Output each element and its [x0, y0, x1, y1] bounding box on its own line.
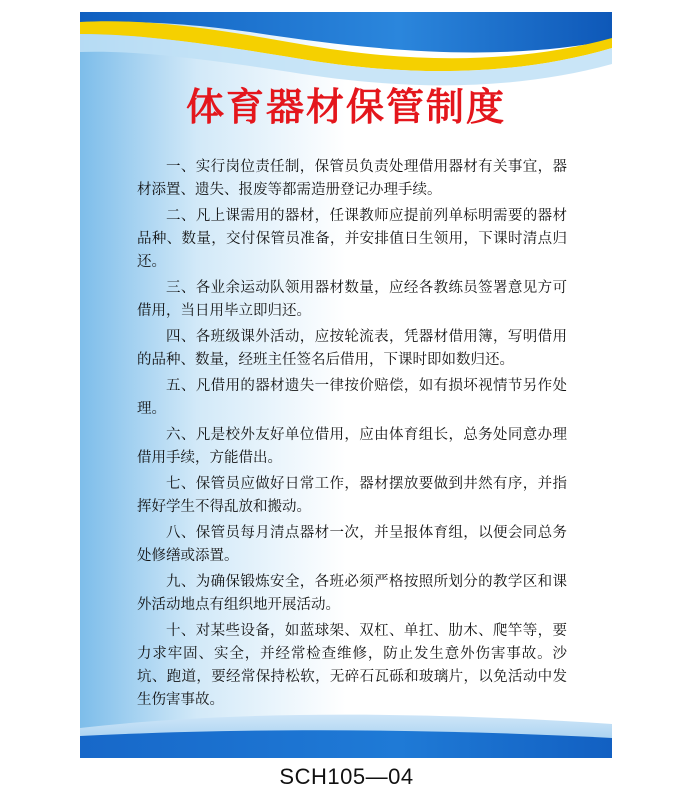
rule-item: 九、为确保锻炼安全，各班必须严格按照所划分的教学区和课外活动地点有组织地开展活动。: [137, 574, 567, 613]
rule-item: 一、实行岗位责任制，保管员负责处理借用器材有关事宜，器材添置、遗失、报废等都需造册登记办理手续。: [137, 159, 567, 198]
rule-item: 七、保管员应做好日常工作，器材摆放要做到井然有序，并指挥好学生不得乱放和搬动。: [137, 476, 567, 515]
rule-item: 三、各业余运动队领用器材数量，应经各教练员签署意见方可借用，当日用毕立即归还。: [137, 280, 567, 319]
rule-item: 六、凡是校外友好单位借用，应由体育组长，总务处同意办理借用手续，方能借出。: [137, 427, 567, 466]
poster: [80, 12, 612, 758]
poster-title: 体育器材保管制度: [185, 85, 506, 129]
rule-item: 十、对某些设备，如蓝球架、双杠、单扛、肋木、爬竿等，要力求牢固、实全，并经常检查维修，防止发生意外伤害事故。沙坑、跑道，要经常保持松软，无碎石瓦砾和玻璃片，以免活动中发生伤害事故。: [137, 623, 567, 708]
rules-list: [137, 156, 567, 715]
rule-item: 八、保管员每月清点器材一次，并呈报体育组，以便会同总务处修缮或添置。: [137, 525, 567, 564]
product-code: SCH105—04: [279, 764, 414, 789]
rule-item: 四、各班级课外活动，应按轮流表，凭器材借用簿，写明借用的品种、数量，经班主任签名后借用，下课时即如数归还。: [137, 329, 567, 368]
bottom-blue-wave: [80, 730, 612, 758]
rule-item: 五、凡借用的器材遗失一律按价赔偿，如有损坏视情节另作处理。: [137, 378, 567, 417]
rule-item: 二、凡上课需用的器材，任课教师应提前列单标明需要的器材品种、数量，交付保管员准备，并安排值日生领用，下课时清点归还。: [137, 208, 567, 270]
